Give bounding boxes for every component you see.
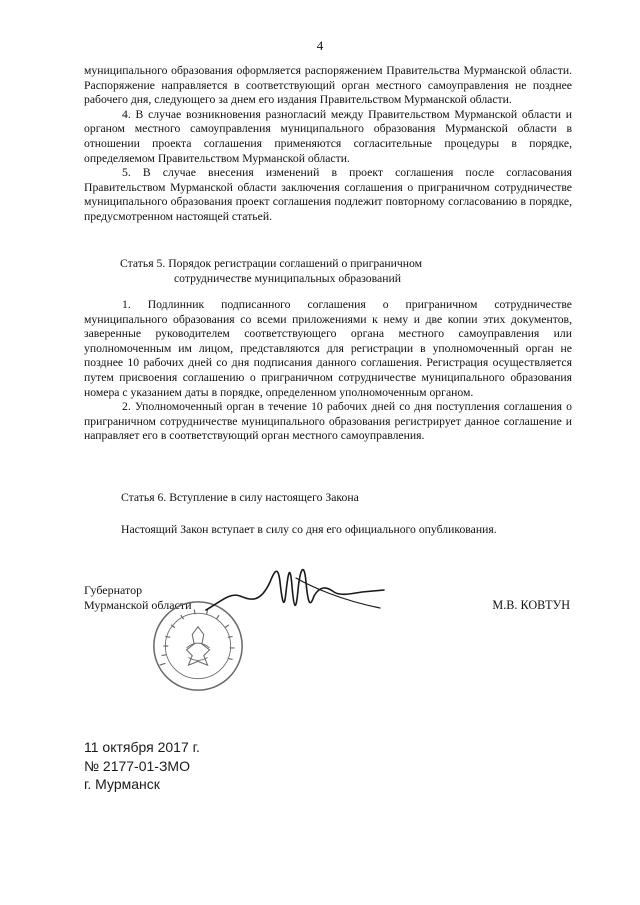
signatory-position-line2: Мурманской области <box>84 598 192 612</box>
paragraph: муниципального образования оформляется распоряжением Правительства Мурманской области. Распоряжение направляется в соответствующий орган местного самоуправления не позднее рабочего дня, следующего за днем его издания Правительством Мурманской области. <box>84 64 572 107</box>
law-date: 11 октября 2017 г. <box>84 739 200 755</box>
article5-body <box>84 298 572 444</box>
paragraph: 2. Уполномоченный орган в течение 10 рабочих дней со дня поступления соглашения о приграничном сотрудничестве муниципального образования регистрирует данное соглашение и направляет его в соответствующий орган местного самоуправления. <box>84 400 572 443</box>
paragraph: 4. В случае возникновения разногласий между Правительством Мурманской области и органом местного самоуправления муниципального образования Мурманской области в отношении проекта соглашения применяются согласительные процедуры в порядке, определяемом Правительством Мурманской области. <box>84 107 572 165</box>
article6-heading: Статья 6. Вступление в силу настоящего Закона <box>121 491 359 504</box>
article6-body: Настоящий Закон вступает в силу со дня его официального опубликования. <box>121 523 497 536</box>
page-number: 4 <box>316 38 324 53</box>
article5-heading-line1: Статья 5. Порядок регистрации соглашений о приграничном <box>120 257 423 270</box>
handwritten-signature <box>200 552 390 622</box>
law-number: № 2177-01-ЗМО <box>84 757 190 774</box>
signatory-position-line1: Губернатор <box>84 583 143 597</box>
article5-heading-line2: сотрудничестве муниципальных образований <box>174 271 401 285</box>
article5-heading <box>120 257 540 286</box>
signatory-name: М.В. КОВТУН <box>492 598 570 612</box>
paragraph: 5. В случае внесения изменений в проект соглашения после согласования Правительством Мурманской области заключения соглашения о приграничном сотрудничестве муниципального образования проект соглашения подлежит повторному согласованию в порядке, предусмотренном настоящей статьей. <box>84 166 572 223</box>
law-registration-footer <box>84 738 200 794</box>
article4-continuation <box>84 64 572 225</box>
paragraph: 1. Подлинник подписанного соглашения о приграничном сотрудничестве муниципального образования со всеми приложениями к нему и две копии этих документов, заверенные руководителем соответствующего органа местного самоуправления или уполномоченным им лицом, представляются для регистрации в уполномоченный орган не позднее 10 рабочих дней со дня подписания данного соглашения. Регистрация осуществляется путем присвоения соглашению о приграничном сотрудничестве муниципального образования номера с указанием даты в порядке, определенном уполномоченным органом. <box>84 298 572 399</box>
law-city: г. Мурманск <box>84 776 160 792</box>
